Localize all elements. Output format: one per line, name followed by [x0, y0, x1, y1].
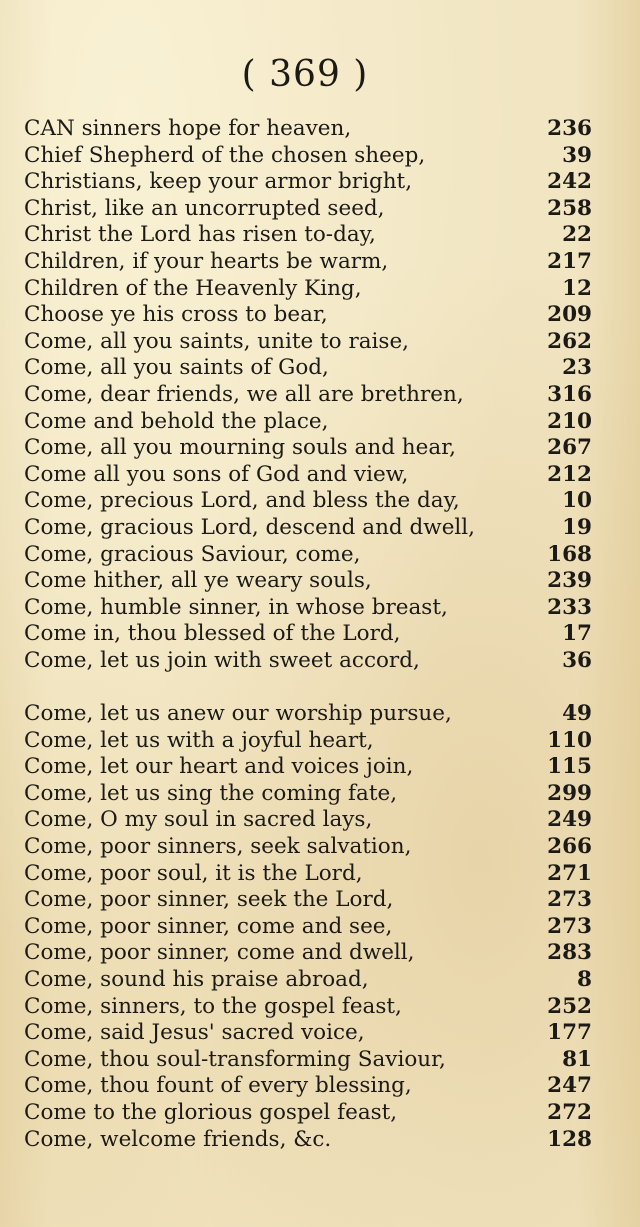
index-entry	[24, 834, 592, 861]
index-entry	[24, 222, 592, 249]
hymn-first-line: Come, said Jesus' sacred voice,	[24, 1020, 365, 1046]
hymn-first-line: Come, gracious Saviour, come,	[24, 541, 361, 567]
index-entry	[24, 1073, 592, 1100]
hymn-first-line: Come all you sons of God and view,	[24, 461, 409, 487]
hymn-first-line: Choose ye his cross to bear,	[24, 302, 328, 328]
hymn-number: 19	[562, 514, 592, 540]
hymn-first-line: Come hither, all ye weary souls,	[24, 568, 372, 594]
hymn-first-line: Come, thou fount of every blessing,	[24, 1073, 412, 1099]
index-entry	[24, 355, 592, 382]
hymn-first-line: Come, let us sing the coming fate,	[24, 780, 398, 806]
hymn-first-line: Come, precious Lord, and bless the day,	[24, 488, 460, 514]
hymn-number: 283	[547, 940, 592, 966]
index-entry	[24, 143, 592, 170]
index-entry	[24, 701, 592, 728]
hymn-first-line: Come, all you saints, unite to raise,	[24, 328, 410, 354]
hymn-number: 209	[547, 302, 592, 328]
hymn-first-line: Chief Shepherd of the chosen sheep,	[24, 142, 426, 168]
index-entry	[24, 728, 592, 755]
hymn-number: 36	[562, 647, 592, 673]
hymn-first-line: Come, let us join with sweet accord,	[24, 647, 420, 673]
hymn-first-line: Come, dear friends, we all are brethren,	[24, 381, 464, 407]
hymn-number: 273	[547, 913, 592, 939]
hymn-number: 316	[547, 381, 592, 407]
index-entry	[24, 648, 592, 675]
index-entry	[24, 302, 592, 329]
hymn-first-line: Come, let our heart and voices join,	[24, 754, 414, 780]
hymn-first-line: Come, poor sinner, seek the Lord,	[24, 887, 394, 913]
index-entry	[24, 462, 592, 489]
hymn-first-line: Come, let us anew our worship pursue,	[24, 701, 452, 727]
index-entry	[24, 861, 592, 888]
index-entry	[24, 169, 592, 196]
hymn-first-line: Christians, keep your armor bright,	[24, 169, 413, 195]
hymn-number: 299	[547, 780, 592, 806]
hymn-number: 110	[547, 727, 592, 753]
hymn-first-line: Christ the Lord has risen to-day,	[24, 222, 376, 248]
index-entry	[24, 1100, 592, 1127]
hymn-number: 10	[562, 488, 592, 514]
index-entry	[24, 914, 592, 941]
first-line-index	[24, 116, 592, 1153]
index-entry	[24, 781, 592, 808]
hymn-number: 233	[547, 594, 592, 620]
hymn-number: 81	[562, 1046, 592, 1072]
index-entry	[24, 542, 592, 569]
hymn-first-line: Come, thou soul-transforming Saviour,	[24, 1046, 446, 1072]
hymn-number: 210	[547, 408, 592, 434]
hymn-first-line: CAN sinners hope for heaven,	[24, 116, 352, 141]
hymn-first-line: Come, all you saints of God,	[24, 355, 329, 381]
index-entry	[24, 249, 592, 276]
index-entry	[24, 196, 592, 223]
index-entry	[24, 1127, 592, 1154]
hymn-number: 49	[562, 701, 592, 727]
index-entry	[24, 116, 592, 143]
hymn-number: 115	[547, 754, 592, 780]
hymn-number: 23	[562, 355, 592, 381]
hymn-first-line: Come, poor soul, it is the Lord,	[24, 860, 363, 886]
index-entry	[24, 276, 592, 303]
hymn-first-line: Come, poor sinners, seek salvation,	[24, 834, 412, 860]
index-entry	[24, 807, 592, 834]
hymn-number: 177	[547, 1020, 592, 1046]
hymn-number: 273	[547, 887, 592, 913]
hymn-first-line: Children, if your hearts be warm,	[24, 248, 389, 274]
hymn-number: 17	[562, 621, 592, 647]
hymn-number: 12	[562, 275, 592, 301]
index-entry	[24, 1047, 592, 1074]
index-entry	[24, 382, 592, 409]
hymn-number: 8	[577, 967, 592, 992]
hymn-number: 242	[547, 169, 592, 195]
index-entry	[24, 515, 592, 542]
index-entry	[24, 329, 592, 356]
hymn-number: 217	[547, 248, 592, 274]
hymn-number: 168	[547, 541, 592, 567]
hymn-number: 262	[547, 328, 592, 354]
hymn-first-line: Come, all you mourning souls and hear,	[24, 435, 456, 461]
hymn-number: 266	[547, 834, 592, 860]
hymn-number: 128	[547, 1126, 592, 1152]
hymn-first-line: Come, sinners, to the gospel feast,	[24, 993, 402, 1019]
index-entry	[24, 435, 592, 462]
hymn-number: 267	[547, 435, 592, 461]
hymn-first-line: Come, sound his praise abroad,	[24, 967, 369, 992]
hymn-number: 252	[547, 993, 592, 1019]
hymn-number: 272	[547, 1099, 592, 1125]
hymn-first-line: Come, humble sinner, in whose breast,	[24, 594, 448, 620]
hymn-first-line: Come and behold the place,	[24, 408, 329, 434]
hymn-first-line: Come, poor sinner, come and dwell,	[24, 940, 415, 966]
hymn-number: 258	[547, 195, 592, 221]
page-number: ( 369 )	[241, 54, 369, 95]
index-entry	[24, 940, 592, 967]
index-entry	[24, 595, 592, 622]
index-entry	[24, 409, 592, 436]
index-entry	[24, 967, 592, 994]
hymn-number: 239	[547, 568, 592, 594]
index-entry	[24, 568, 592, 595]
hymn-first-line: Christ, like an uncorrupted seed,	[24, 195, 385, 221]
hymn-number: 39	[562, 142, 592, 168]
hymn-number: 249	[547, 807, 592, 833]
hymn-first-line: Come in, thou blessed of the Lord,	[24, 621, 401, 647]
index-entry	[24, 1020, 592, 1047]
hymn-number: 236	[547, 116, 592, 141]
hymn-first-line: Children of the Heavenly King,	[24, 275, 362, 301]
index-entry	[24, 994, 592, 1021]
hymn-first-line: Come to the glorious gospel feast,	[24, 1099, 398, 1125]
index-entry	[24, 887, 592, 914]
hymn-first-line: Come, let us with a joyful heart,	[24, 727, 374, 753]
hymn-number: 212	[547, 461, 592, 487]
hymn-number: 271	[547, 860, 592, 886]
hymn-first-line: Come, welcome friends, &c.	[24, 1126, 332, 1152]
hymn-number: 22	[562, 222, 592, 248]
index-entry	[24, 754, 592, 781]
hymn-first-line: Come, gracious Lord, descend and dwell,	[24, 514, 476, 540]
index-entry	[24, 488, 592, 515]
index-entry	[24, 621, 592, 648]
hymn-number: 247	[547, 1073, 592, 1099]
hymn-first-line: Come, poor sinner, come and see,	[24, 913, 393, 939]
hymn-first-line: Come, O my soul in sacred lays,	[24, 807, 373, 833]
